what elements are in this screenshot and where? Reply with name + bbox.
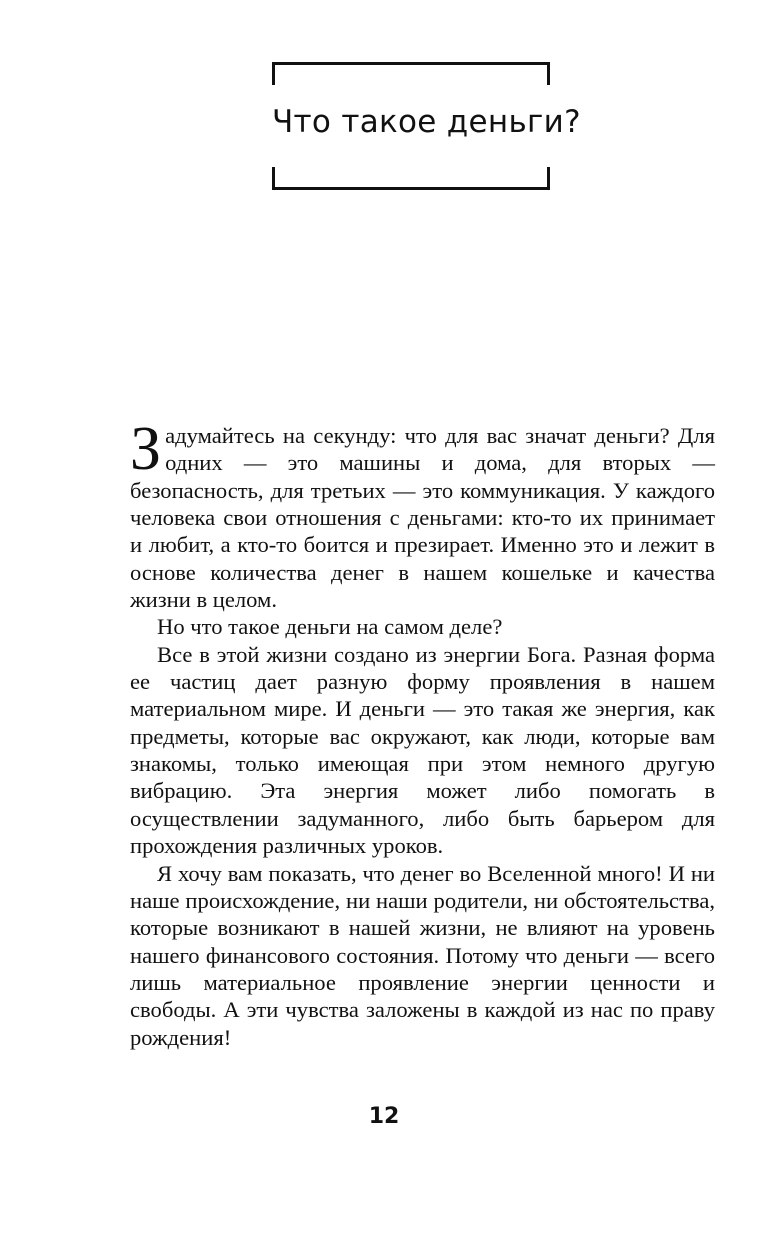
frame-bottom-bracket: [272, 167, 550, 190]
body-text: [130, 415, 715, 1051]
paragraph-4: Я хочу вам показать, что денег во Вселенной много! И ни наше происхождение, ни наши родители, ни обстоятельства, которые возникают в нашей жизни, не влияют на уровень нашего финансового состояния. Потому что деньги — всего лишь материальное проявление энергии ценности и свободы. А эти чувства заложены в каждой из нас по праву рождения!: [130, 860, 715, 1050]
frame-top-bracket: [272, 62, 550, 85]
chapter-title-frame: [272, 62, 581, 190]
paragraph-1-text: адумайтесь на секунду: что для вас значат деньги? Для одних — это машины и дома, для вторых — безопасность, для третьих — это коммуникация. У каждого человека свои отношения с деньгами: кто-то их принимает и любит, а кто-то боится и презирает. Именно это и лежит в основе количества денег в нашем кошельке и качества жизни в целом.: [130, 423, 715, 613]
drop-cap: З: [130, 415, 162, 483]
paragraph-3: Все в этой жизни создано из энергии Бога. Разная форма ее частиц дает разную форму проявления в нашем материальном мире. И деньги — это такая же энергия, как предметы, которые вас окружают, как люди, которые вам знакомы, только имеющая при этом немного другую вибрацию. Эта энергия может либо помогать в осуществлении задуманного, либо быть барьером для прохождения различных уроков.: [130, 641, 715, 859]
paragraph-1: [130, 415, 715, 613]
chapter-title: Что такое деньги?: [272, 104, 581, 140]
page-number: 12: [368, 1104, 400, 1129]
paragraph-2: Но что такое деньги на самом деле?: [157, 614, 503, 640]
